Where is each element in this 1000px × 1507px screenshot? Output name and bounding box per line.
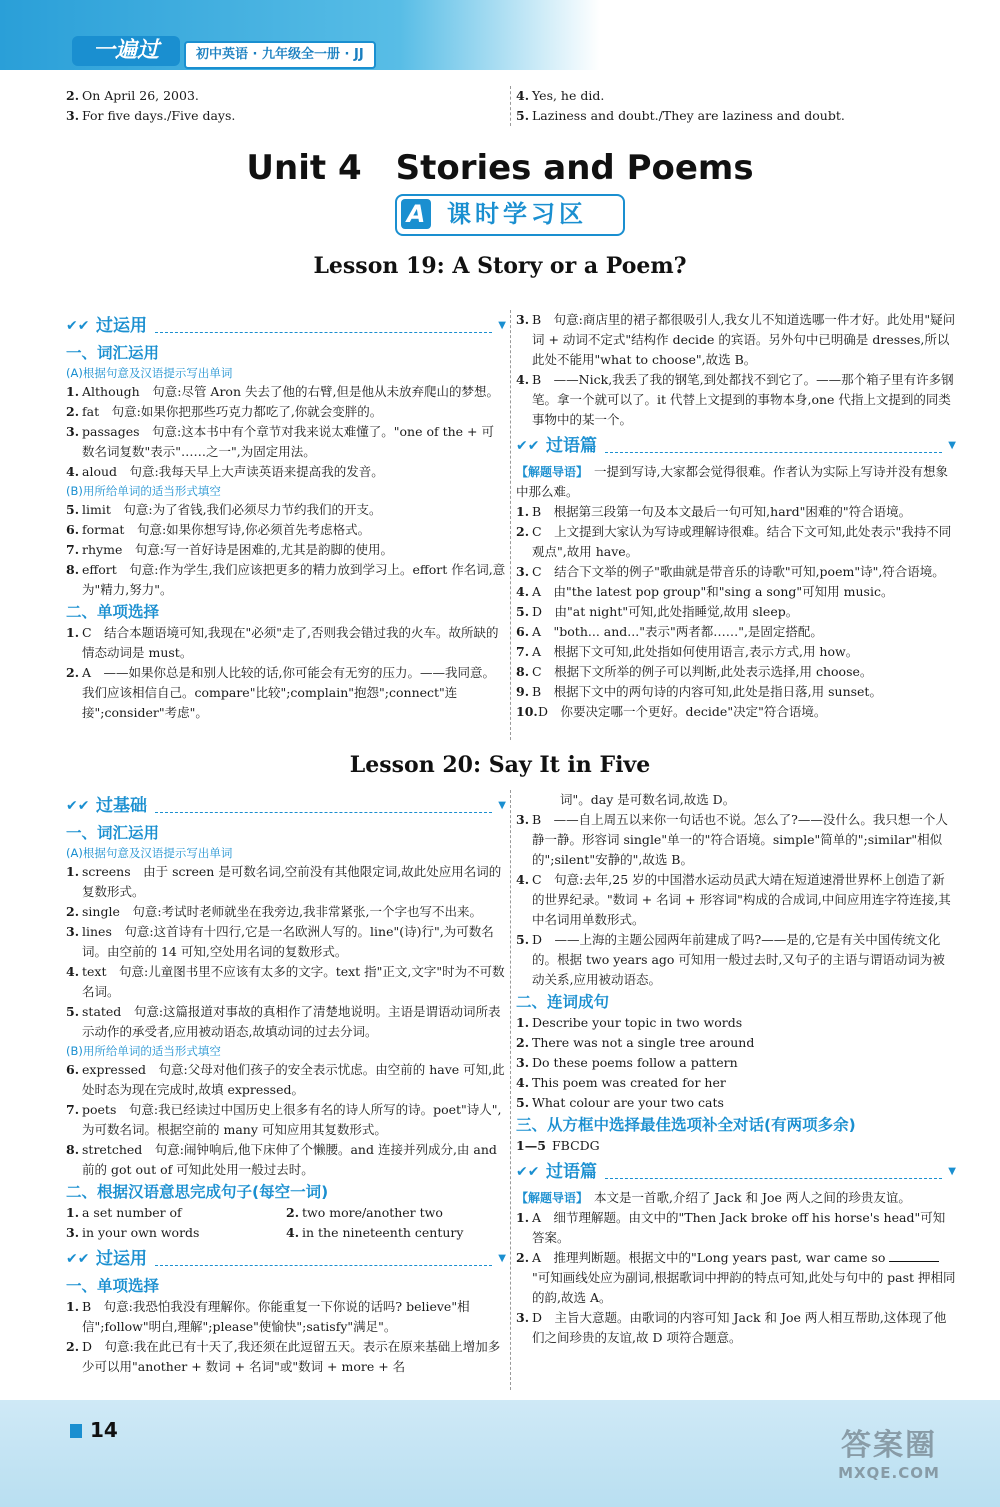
lesson-19-right-column <box>516 310 956 722</box>
answer-item <box>516 642 956 662</box>
answer-number: 2. <box>516 1250 530 1265</box>
answer-item <box>516 1248 956 1308</box>
answer-item <box>516 1093 956 1113</box>
answer-number: 1. <box>66 384 80 399</box>
answer-number: 3. <box>516 1310 530 1325</box>
guide-label: 【解题导语】 <box>516 465 589 479</box>
brand-logo: 一遍过 <box>72 36 180 66</box>
answer-number: 2. <box>516 524 530 539</box>
answer-number: 8. <box>66 1142 80 1157</box>
answer-item <box>516 1208 956 1248</box>
part-heading: 一、词汇运用 <box>66 824 160 842</box>
triangle-down-icon: ▼ <box>948 440 956 451</box>
subpart-heading: (A)根据句意及汉语提示写出单词 <box>66 846 233 860</box>
checkmark-icon: ✔✔ <box>516 438 540 454</box>
answer-item <box>516 582 956 602</box>
answer-text: Yes, he did. <box>532 88 605 103</box>
dashed-rule <box>605 1166 942 1179</box>
answer-number: 10. <box>516 704 538 719</box>
answer-text: D 由"at night"可知,此处指睡觉,故用 sleep。 <box>532 604 799 619</box>
answer-text-part: A 推理判断题。根据文中的"Long years past, war came so <box>532 1250 886 1265</box>
answer-number: 5. <box>516 108 530 123</box>
answer-item <box>66 1337 506 1377</box>
answer-text: lines 句意:这首诗有十四行,它是一名欧洲人写的。line"(诗)行",为可数名词。由空前的 14 可知,空处用名词的复数形式。 <box>82 924 494 959</box>
answer-text: limit 句意:为了省钱,我们必须尽力节约我们的开支。 <box>82 502 382 517</box>
answer-item <box>66 520 506 540</box>
column-divider <box>510 310 511 740</box>
section-label: 过运用 <box>96 316 147 336</box>
lesson-19-left-column <box>66 310 506 723</box>
answer-text: effort 句意:作为学生,我们应该把更多的精力放到学习上。effort 作名词,意为"精力,努力"。 <box>82 562 506 597</box>
answer-text: D ——上海的主题公园两年前建成了吗?——是的,它是有关中国传统文化的。根据 two years ago 可知用一般过去时,又句子的主语与谓语动词为被动关系,应用被动语态。 <box>532 932 945 987</box>
section-label: 过语篇 <box>546 1162 597 1182</box>
answer-text: two more/another two <box>302 1205 443 1220</box>
triangle-down-icon: ▼ <box>498 1253 506 1264</box>
answer-number: 5. <box>516 1095 530 1110</box>
answer-row <box>66 106 496 126</box>
answer-text <box>532 1248 956 1308</box>
answer-text: What colour are your two cats <box>532 1095 724 1110</box>
answer-number: 7. <box>66 542 80 557</box>
answer-item <box>66 1297 506 1337</box>
answer-text: C 结合下文举的例子"歌曲就是带音乐的诗歌"可知,poem"诗",符合语境。 <box>532 564 945 579</box>
answer-item <box>516 602 956 622</box>
checkmark-icon: ✔✔ <box>516 1164 540 1180</box>
answer-number: 2. <box>66 904 80 919</box>
answer-text: fat 句意:如果你把那些巧克力都吃了,你就会变胖的。 <box>82 404 383 419</box>
section-header <box>66 312 506 340</box>
answer-number: 4. <box>66 464 80 479</box>
answer-item <box>516 310 956 370</box>
answer-item <box>66 1140 506 1180</box>
answer-text: There was not a single tree around <box>532 1035 755 1050</box>
answer-number: 5. <box>66 1004 80 1019</box>
answer-text: D 主旨大意题。由歌词的内容可知 Jack 和 Joe 两人相互帮助,这体现了他们之间珍贵的友谊,故 D 项符合题意。 <box>532 1310 947 1345</box>
answer-text: passages 句意:这本书中有个章节对我来说太难懂了。"one of the + 可数名词复数"表示"……之一",为固定用法。 <box>82 424 494 459</box>
answer-text: B 句意:我恐怕我没有理解你。你能重复一下你说的话吗? believe"相信";follow"明白,理解";please"使愉快";satisfy"满足"。 <box>82 1299 470 1334</box>
answer-number: 1. <box>516 1210 530 1225</box>
answer-text: D 你要决定哪一个更好。decide"决定"符合语境。 <box>538 704 827 719</box>
answer-row <box>66 86 496 106</box>
continued-text: 词"。day 是可数名词,故选 D。 <box>560 792 736 807</box>
study-zone-banner <box>395 194 625 236</box>
column-divider <box>510 86 511 126</box>
guide-text: 本文是一首歌,介绍了 Jack 和 Joe 两人之间的珍贵友谊。 <box>594 1190 911 1205</box>
answer-number: 3. <box>516 1055 530 1070</box>
section-header <box>66 1245 506 1273</box>
answer-text: Do these poems follow a pattern <box>532 1055 738 1070</box>
lesson-20-left-column <box>66 790 506 1377</box>
answer-row <box>516 86 956 106</box>
answer-item <box>516 930 956 990</box>
answer-item <box>516 1053 956 1073</box>
part-heading: 二、连词成句 <box>516 993 610 1011</box>
answer-number: 4. <box>516 88 530 103</box>
part-heading: 三、从方框中选择最佳选项补全对话(有两项多余) <box>516 1116 856 1134</box>
answer-item <box>516 682 956 702</box>
answer-item <box>66 382 506 402</box>
subpart-heading: (B)用所给单词的适当形式填空 <box>66 484 221 498</box>
answer-number: 7. <box>516 644 530 659</box>
answer-number: 2. <box>66 404 80 419</box>
answer-text: B 根据第三段第一句及本文最后一句可知,hard"困难的"符合语境。 <box>532 504 912 519</box>
answer-number: 8. <box>66 562 80 577</box>
guide-paragraph <box>516 1188 956 1208</box>
answer-item <box>516 1013 956 1033</box>
answer-pair <box>66 1203 506 1223</box>
answer-item <box>66 902 506 922</box>
triangle-down-icon: ▼ <box>498 800 506 811</box>
answer-number: 1. <box>66 1205 80 1220</box>
answer-text: format 句意:如果你想写诗,你必须首先考虑格式。 <box>82 522 371 537</box>
answer-item <box>286 1223 506 1243</box>
answer-number: 6. <box>66 522 80 537</box>
answer-text: A 细节理解题。由文中的"Then Jack broke off his horse's head"可知答案。 <box>532 1210 946 1245</box>
lesson-20-right-column <box>516 790 956 1348</box>
section-header <box>516 432 956 460</box>
dashed-rule <box>155 320 492 333</box>
triangle-down-icon: ▼ <box>948 1166 956 1177</box>
answer-item <box>516 562 956 582</box>
answer-text: poets 句意:我已经读过中国历史上很多有名的诗人所写的诗。poet"诗人",为可数名词。根据空前的 many 可知应用其复数形式。 <box>82 1102 502 1137</box>
answer-text: A 由"the latest pop group"和"sing a song"可知用 music。 <box>532 584 894 599</box>
answer-number: 2. <box>516 1035 530 1050</box>
answer-item <box>66 1002 506 1042</box>
answer-number: 9. <box>516 684 530 699</box>
answer-number: 6. <box>66 1062 80 1077</box>
answer-number: 1. <box>66 1299 80 1314</box>
answer-number: 5. <box>516 604 530 619</box>
answer-item <box>516 622 956 642</box>
answer-number: 1. <box>516 504 530 519</box>
answer-number: 2. <box>66 1339 80 1354</box>
answer-item <box>66 462 506 482</box>
answer-number: 5. <box>66 502 80 517</box>
part-heading: 一、词汇运用 <box>66 344 160 362</box>
section-label: 过基础 <box>96 796 147 816</box>
answer-number: 3. <box>516 812 530 827</box>
answer-text: B ——自上周五以来你一句话也不说。怎么了?——没什么。我只想一个人静一静。形容词 single"单一的"符合语境。simple"简单的";similar"相似的";silent"安静的",故选 B。 <box>532 812 948 867</box>
checkmark-icon: ✔✔ <box>66 798 90 814</box>
answer-item <box>66 1223 286 1243</box>
answer-number: 4. <box>516 872 530 887</box>
answer-item <box>516 370 956 430</box>
answer-item <box>66 962 506 1002</box>
answer-item <box>66 1203 286 1223</box>
answer-text: A ——如果你总是和别人比较的话,你可能会有无穷的压力。——我同意。我们应该相信自己。compare"比较";complain"抱怨";connect"连接";consider"考虑"。 <box>82 665 496 720</box>
answer-number: 4. <box>286 1225 300 1240</box>
answer-item <box>516 1308 956 1348</box>
answer-item <box>516 1073 956 1093</box>
answer-text: FBCDG <box>552 1138 600 1153</box>
answer-text: Laziness and doubt./They are laziness and doubt. <box>532 108 845 123</box>
answer-number: 4. <box>516 584 530 599</box>
answer-text: This poem was created for her <box>532 1075 726 1090</box>
answer-number: 7. <box>66 1102 80 1117</box>
answer-item <box>66 623 506 663</box>
answer-item <box>516 522 956 562</box>
page-marker-icon <box>70 1424 82 1438</box>
answer-text: aloud 句意:我每天早上大声读英语来提高我的发音。 <box>82 464 384 479</box>
watermark-text: 答案圈 <box>841 1428 937 1463</box>
answer-item <box>516 870 956 930</box>
answer-number: 1. <box>66 625 80 640</box>
answer-item <box>66 422 506 462</box>
subpart-heading: (B)用所给单词的适当形式填空 <box>66 1044 221 1058</box>
answer-text: in your own words <box>82 1225 200 1240</box>
answer-pair <box>66 1223 506 1243</box>
answer-item <box>516 502 956 522</box>
answer-text: B 句意:商店里的裙子都很吸引人,我女儿不知道选哪一件才好。此处用"疑问词 + 动词不定式"结构作 decide 的宾语。另外句中已明确是 dresses,所以此处不能用"what to choose",故选 B。 <box>532 312 956 367</box>
answer-text: stretched 句意:闹钟响后,他下床伸了个懒腰。and 连接并列成分,由 and 前的 got out of 可知此处用一般过去时。 <box>82 1142 497 1177</box>
unit-title: Unit 4 Stories and Poems <box>246 148 754 188</box>
blank-line <box>889 1261 939 1262</box>
answer-item <box>66 540 506 560</box>
dashed-rule <box>155 800 492 813</box>
answer-number: 3. <box>66 924 80 939</box>
answer-text: a set number of <box>82 1205 182 1220</box>
answer-text-part: "可知画线处应为副词,根据歌词中押韵的特点可知,此处与句中的 past 押相同的韵,故选 A。 <box>532 1270 956 1305</box>
guide-text: 一提到写诗,大家都会觉得很难。作者认为实际上写诗并没有想象中那么难。 <box>516 464 948 499</box>
answer-number: 6. <box>516 624 530 639</box>
answer-text: Although 句意:尽管 Aron 失去了他的右臂,但是他从未放弃爬山的梦想。 <box>82 384 499 399</box>
answer-text: stated 句意:这篇报道对事故的真相作了清楚地说明。主语是谓语动词所表示动作的承受者,应用被动语态,故填动词的过去分词。 <box>82 1004 501 1039</box>
answer-text: A "both... and..."表示"两者都……",是固定搭配。 <box>532 624 823 639</box>
answer-item <box>516 662 956 682</box>
answer-item <box>66 560 506 600</box>
answer-number: 3. <box>516 564 530 579</box>
answer-text: single 句意:考试时老师就坐在我旁边,我非常紧张,一个字也写不出来。 <box>82 904 483 919</box>
watermark-url: MXQE.COM <box>838 1464 940 1482</box>
answer-number: 5. <box>516 932 530 947</box>
top-answers-right <box>516 86 956 126</box>
answer-number: 1—5 <box>516 1138 546 1153</box>
triangle-down-icon: ▼ <box>498 320 506 331</box>
answer-item <box>66 1060 506 1100</box>
dashed-rule <box>605 440 942 453</box>
checkmark-icon: ✔✔ <box>66 1251 90 1267</box>
answer-text: text 句意:儿童图书里不应该有太多的文字。text 指"正文,文字"时为不可数名词。 <box>82 964 505 999</box>
answer-number: 4. <box>66 964 80 979</box>
lesson-19-title: Lesson 19: A Story or a Poem? <box>313 253 687 279</box>
answer-text: C 上文提到大家认为写诗或理解诗很难。结合下文可知,此处表示"我持不同观点",故用 have。 <box>532 524 952 559</box>
watermark <box>814 1420 964 1482</box>
section-label: 过运用 <box>96 1249 147 1269</box>
lesson-20-title: Lesson 20: Say It in Five <box>349 752 651 778</box>
answer-number: 3. <box>66 108 80 123</box>
top-answers-left <box>66 86 496 126</box>
answer-item <box>66 862 506 902</box>
answer-item <box>516 810 956 870</box>
answer-text: rhyme 句意:写一首好诗是困难的,尤其是韵脚的使用。 <box>82 542 394 557</box>
answer-item <box>66 922 506 962</box>
zone-letter: A <box>401 199 431 229</box>
answer-number: 2. <box>66 665 80 680</box>
guide-label: 【解题导语】 <box>516 1191 589 1205</box>
answer-item <box>516 702 956 722</box>
answer-text: expressed 句意:父母对他们孩子的安全表示忧虑。由空前的 have 可知,此处时态为现在完成时,故填 expressed。 <box>82 1062 505 1097</box>
answer-item <box>516 1033 956 1053</box>
guide-paragraph <box>516 462 956 502</box>
answer-row <box>516 106 956 126</box>
answer-item <box>516 1136 956 1156</box>
answer-number: 8. <box>516 664 530 679</box>
answer-text: C 句意:去年,25 岁的中国潜水运动员武大靖在短道速滑世界杯上创造了新的世界纪录。"数词 + 名词 + 形容词"构成的合成词,中间应用连字符连接,其中名词用单数形式。 <box>532 872 951 927</box>
answer-number: 3. <box>516 312 530 327</box>
book-subtitle: 初中英语 · 九年级全一册 · JJ <box>184 41 376 69</box>
page-number: 14 <box>90 1418 118 1442</box>
section-header <box>516 1158 956 1186</box>
dashed-rule <box>155 1253 492 1266</box>
answer-item <box>66 663 506 723</box>
part-heading: 二、根据汉语意思完成句子(每空一词) <box>66 1183 329 1201</box>
section-label: 过语篇 <box>546 436 597 456</box>
part-heading: 一、单项选择 <box>66 1277 160 1295</box>
answer-number: 2. <box>66 88 80 103</box>
answer-number: 1. <box>66 864 80 879</box>
section-header <box>66 792 506 820</box>
answer-text: screens 由于 screen 是可数名词,空前没有其他限定词,故此处应用名词的复数形式。 <box>82 864 502 899</box>
answer-item <box>66 500 506 520</box>
answer-number: 4. <box>516 372 530 387</box>
answer-text: For five days./Five days. <box>82 108 236 123</box>
column-divider <box>510 790 511 1390</box>
answer-item <box>286 1203 506 1223</box>
part-heading: 二、单项选择 <box>66 603 160 621</box>
answer-text: A 根据下文可知,此处指如何使用语言,表示方式,用 how。 <box>532 644 859 659</box>
answer-text: C 结合本题语境可知,我现在"必须"走了,否则我会错过我的火车。故所缺的情态动词是 must。 <box>82 625 499 660</box>
answer-text: Describe your topic in two words <box>532 1015 743 1030</box>
answer-text: in the nineteenth century <box>302 1225 464 1240</box>
answer-item <box>66 402 506 422</box>
answer-text: On April 26, 2003. <box>82 88 199 103</box>
answer-number: 3. <box>66 424 80 439</box>
subpart-heading: (A)根据句意及汉语提示写出单词 <box>66 366 233 380</box>
answer-number: 1. <box>516 1015 530 1030</box>
answer-item <box>66 1100 506 1140</box>
zone-label: 课时学习区 <box>447 200 587 228</box>
answer-text: C 根据下文所举的例子可以判断,此处表示选择,用 choose。 <box>532 664 873 679</box>
answer-number: 2. <box>286 1205 300 1220</box>
answer-text: B 根据下文中的两句诗的内容可知,此处是指日落,用 sunset。 <box>532 684 882 699</box>
answer-text: D 句意:我在此已有十天了,我还须在此逗留五天。表示在原来基础上增加多少可以用"another + 数词 + 名词"或"数词 + more + 名 <box>82 1339 501 1374</box>
answer-number: 4. <box>516 1075 530 1090</box>
answer-number: 3. <box>66 1225 80 1240</box>
answer-text: B ——Nick,我丢了我的钢笔,到处都找不到它了。——那个箱子里有许多钢笔。拿一个就可以了。it 代替上文提到的事物本身,one 代指上文提到的同类事物中的某一个。 <box>532 372 954 427</box>
checkmark-icon: ✔✔ <box>66 318 90 334</box>
